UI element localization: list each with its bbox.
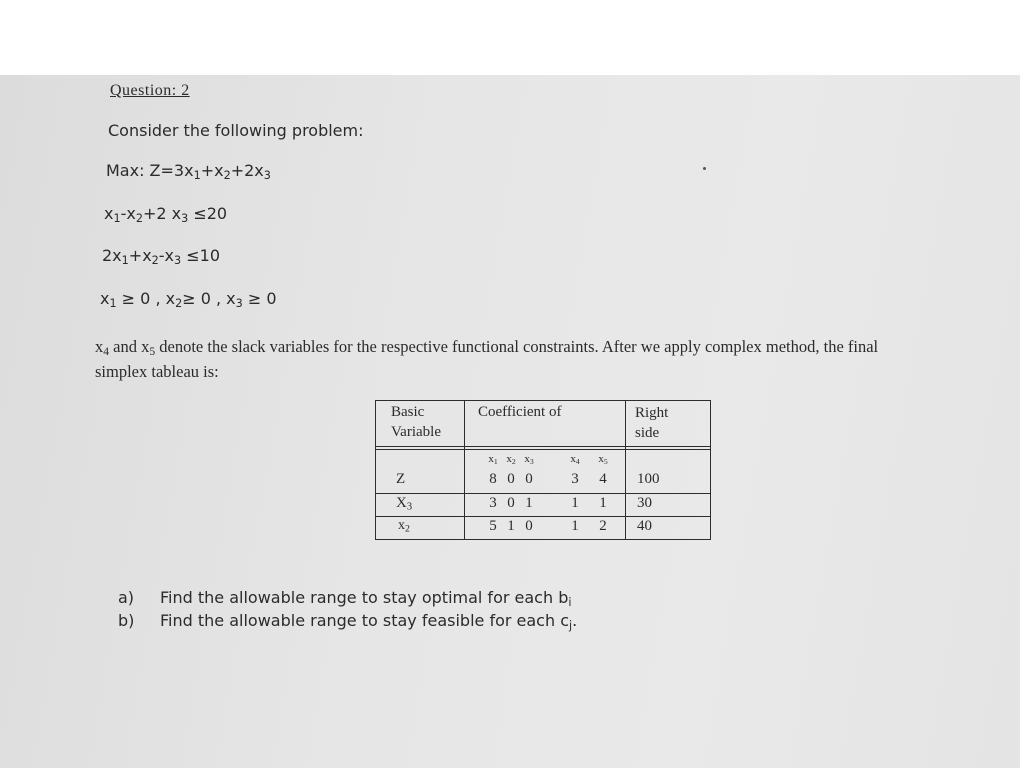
basic-var-z: Z — [396, 471, 406, 487]
slack-description-line-2: simplex tableau is: — [95, 361, 219, 381]
slack-description — [95, 337, 878, 381]
tableau-divider — [464, 401, 465, 539]
tableau-divider — [625, 401, 626, 539]
objective-function: Max: $Z=3x_1+x_2+2x_3$ — [106, 161, 271, 182]
header-basic: Basic — [391, 404, 425, 420]
slack-description-line-1: $x_4$ and $x_5$ denote the slack variables for the respective functional constraints. After we apply complex method, the final — [95, 337, 879, 358]
worksheet-paper — [0, 75, 1020, 768]
simplex-tableau — [375, 400, 711, 540]
coef-cell: 1 — [599, 495, 607, 511]
coef-cell: 1 — [507, 518, 515, 534]
tableau-divider — [376, 449, 710, 450]
constraint-1: $x_1-x_2+2$ $x_3 \le 20$ — [104, 204, 228, 225]
coef-cell: 3 — [571, 471, 579, 487]
constraint-2: $2x_1+x_2-x_3 \le 10$ — [102, 246, 221, 267]
tableau-divider — [376, 446, 710, 447]
coef-cell: 8 — [489, 471, 497, 487]
question-title: Question: 2 — [110, 82, 190, 99]
coef-cell: 3 — [489, 495, 497, 511]
var-header-x5: $x_5$ — [598, 453, 608, 466]
tableau-divider — [376, 493, 710, 494]
coef-cell: 5 — [489, 518, 497, 534]
part-a-text: Find the allowable range to stay optimal for each $b_i$ — [160, 588, 572, 609]
header-variable: Variable — [391, 424, 441, 440]
tableau-divider — [376, 516, 710, 517]
coef-cell: 0 — [525, 471, 533, 487]
rhs-cell: 100 — [637, 471, 660, 487]
var-header-x4: $x_4$ — [570, 453, 580, 466]
part-b-text: Find the allowable range to stay feasible for each $c_j$. — [160, 611, 578, 632]
coef-cell: 1 — [571, 518, 579, 534]
coef-cell: 2 — [599, 518, 607, 534]
problem-intro: Consider the following problem: — [108, 121, 364, 140]
stray-mark — [703, 167, 706, 170]
rhs-cell: 30 — [637, 495, 652, 511]
part-b-label: b) — [118, 611, 135, 630]
coef-cell: 0 — [507, 495, 515, 511]
part-a-label: a) — [118, 588, 135, 607]
coef-cell: 1 — [525, 495, 533, 511]
basic-var-x2: $x_2$ — [398, 518, 410, 535]
header-right: Right — [635, 405, 669, 421]
header-coefficient-of: Coefficient of — [478, 404, 562, 420]
basic-var-x3: $X_3$ — [396, 495, 413, 513]
coef-cell: 1 — [571, 495, 579, 511]
var-header-x1: $x_1$ — [488, 453, 498, 466]
coef-cell: 0 — [507, 471, 515, 487]
var-header-x2: $x_2$ — [506, 453, 516, 466]
rhs-cell: 40 — [637, 518, 652, 534]
var-header-x3: $x_3$ — [524, 453, 534, 466]
header-side: side — [635, 425, 660, 441]
coef-cell: 0 — [525, 518, 533, 534]
nonnegativity-constraints: $x_1 \ge 0$ , $x_2\ge 0$ , $x_3 \ge 0$ — [100, 289, 277, 310]
coef-cell: 4 — [599, 471, 607, 487]
